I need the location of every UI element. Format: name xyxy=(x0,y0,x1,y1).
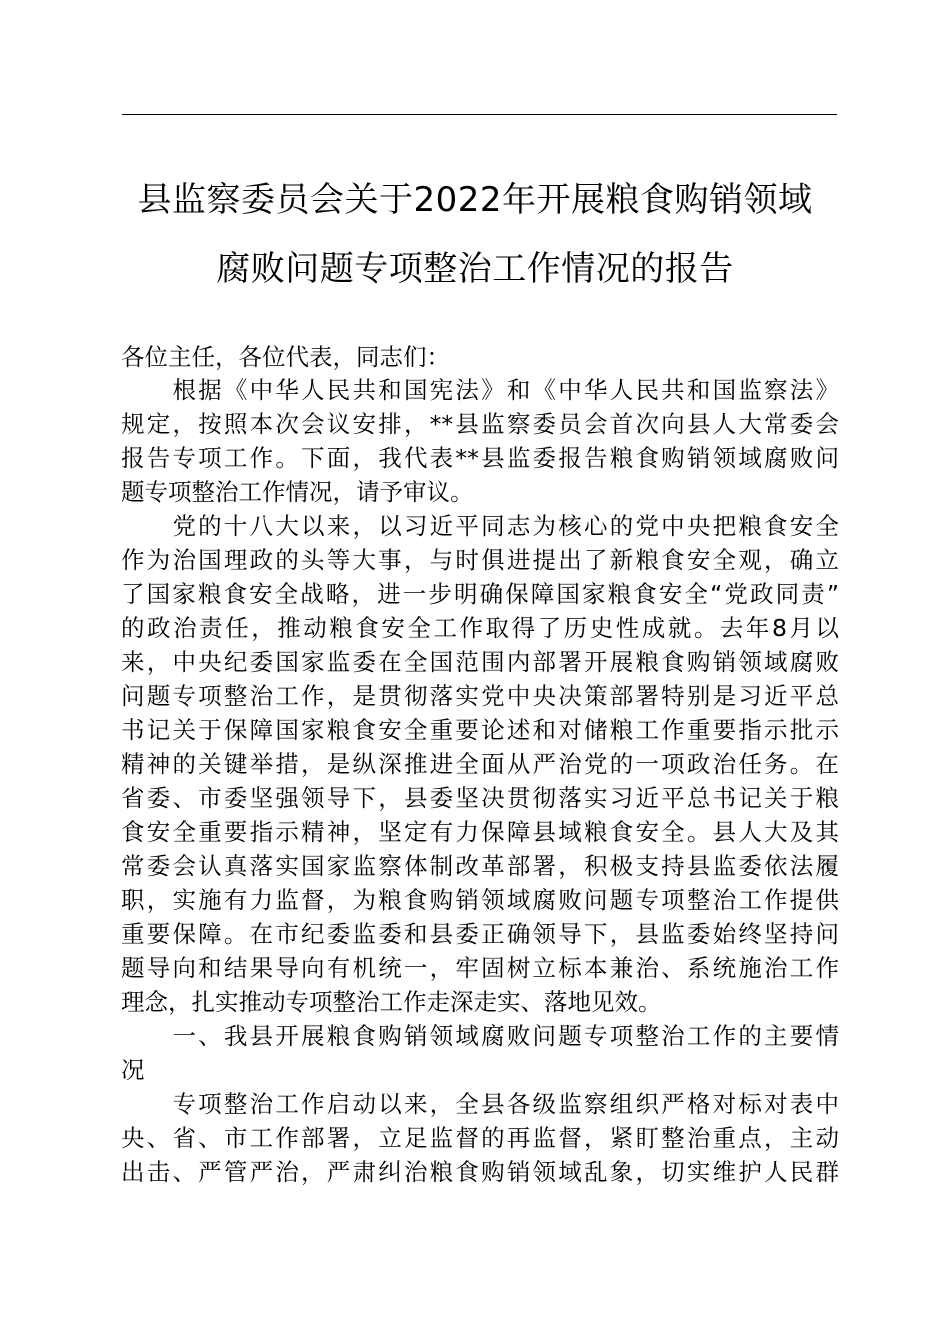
paragraph-2-line: 的政治责任，推动粮食安全工作取得了历史性成就。去年8月以 xyxy=(121,614,839,642)
paragraph-1-line: 题专项整治工作情况，请予审议。 xyxy=(121,478,474,506)
paragraph-1-line: 根据《中华人民共和国宪法》和《中华人民共和国监察法》 xyxy=(121,376,839,404)
document-title-line-1: 县监察委员会关于2022年开展粮食购销领域 xyxy=(137,180,813,220)
paragraph-2-line: 作为治国理政的头等大事，与时俱进提出了新粮食安全观，确立 xyxy=(121,546,839,574)
paragraph-2-line: 问题专项整治工作，是贯彻落实党中央决策部署特别是习近平总 xyxy=(121,682,839,710)
header-rule xyxy=(122,114,837,115)
paragraph-2-line: 省委、市委坚强领导下，县委坚决贯彻落实习近平总书记关于粮 xyxy=(121,784,839,812)
paragraph-2-line: 了国家粮食安全战略，进一步明确保障国家粮食安全“党政同责” xyxy=(121,580,839,608)
paragraph-2-line: 书记关于保障国家粮食安全重要论述和对储粮工作重要指示批示 xyxy=(121,716,839,744)
paragraph-2-line: 来，中央纪委国家监委在全国范围内部署开展粮食购销领域腐败 xyxy=(121,648,839,676)
paragraph-1-line: 报告专项工作。下面，我代表**县监委报告粮食购销领域腐败问 xyxy=(121,444,839,472)
paragraph-2-line: 常委会认真落实国家监察体制改革部署，积极支持县监委依法履 xyxy=(121,852,839,880)
paragraph-2-line: 理念，扎实推动专项整治工作走深走实、落地见效。 xyxy=(121,988,662,1016)
paragraph-2-line: 题导向和结果导向有机统一，牢固树立标本兼治、系统施治工作 xyxy=(121,954,839,982)
paragraph-2-line: 精神的关键举措，是纵深推进全面从严治党的一项政治任务。在 xyxy=(121,750,839,778)
salutation: 各位主任，各位代表，同志们： xyxy=(121,343,450,371)
section-heading-line: 一、我县开展粮食购销领域腐败问题专项整治工作的主要情 xyxy=(121,1022,839,1050)
section-heading-line: 况 xyxy=(121,1056,145,1084)
paragraph-3-line: 出击、严管严治，严肃纠治粮食购销领域乱象，切实维护人民群 xyxy=(121,1158,839,1186)
paragraph-1-line: 规定，按照本次会议安排，**县监察委员会首次向县人大常委会 xyxy=(121,410,839,438)
paragraph-2-line: 党的十八大以来，以习近平同志为核心的党中央把粮食安全 xyxy=(121,512,839,540)
paragraph-3-line: 央、省、市工作部署，立足监督的再监督，紧盯整治重点，主动 xyxy=(121,1124,839,1152)
document-title-line-2: 腐败问题专项整治工作情况的报告 xyxy=(216,249,734,289)
paragraph-2-line: 食安全重要指示精神，坚定有力保障县域粮食安全。县人大及其 xyxy=(121,818,839,846)
paragraph-2-line: 职，实施有力监督，为粮食购销领域腐败问题专项整治工作提供 xyxy=(121,886,839,914)
paragraph-3-line: 专项整治工作启动以来，全县各级监察组织严格对标对表中 xyxy=(121,1090,839,1118)
paragraph-2-line: 重要保障。在市纪委监委和县委正确领导下，县监委始终坚持问 xyxy=(121,920,839,948)
